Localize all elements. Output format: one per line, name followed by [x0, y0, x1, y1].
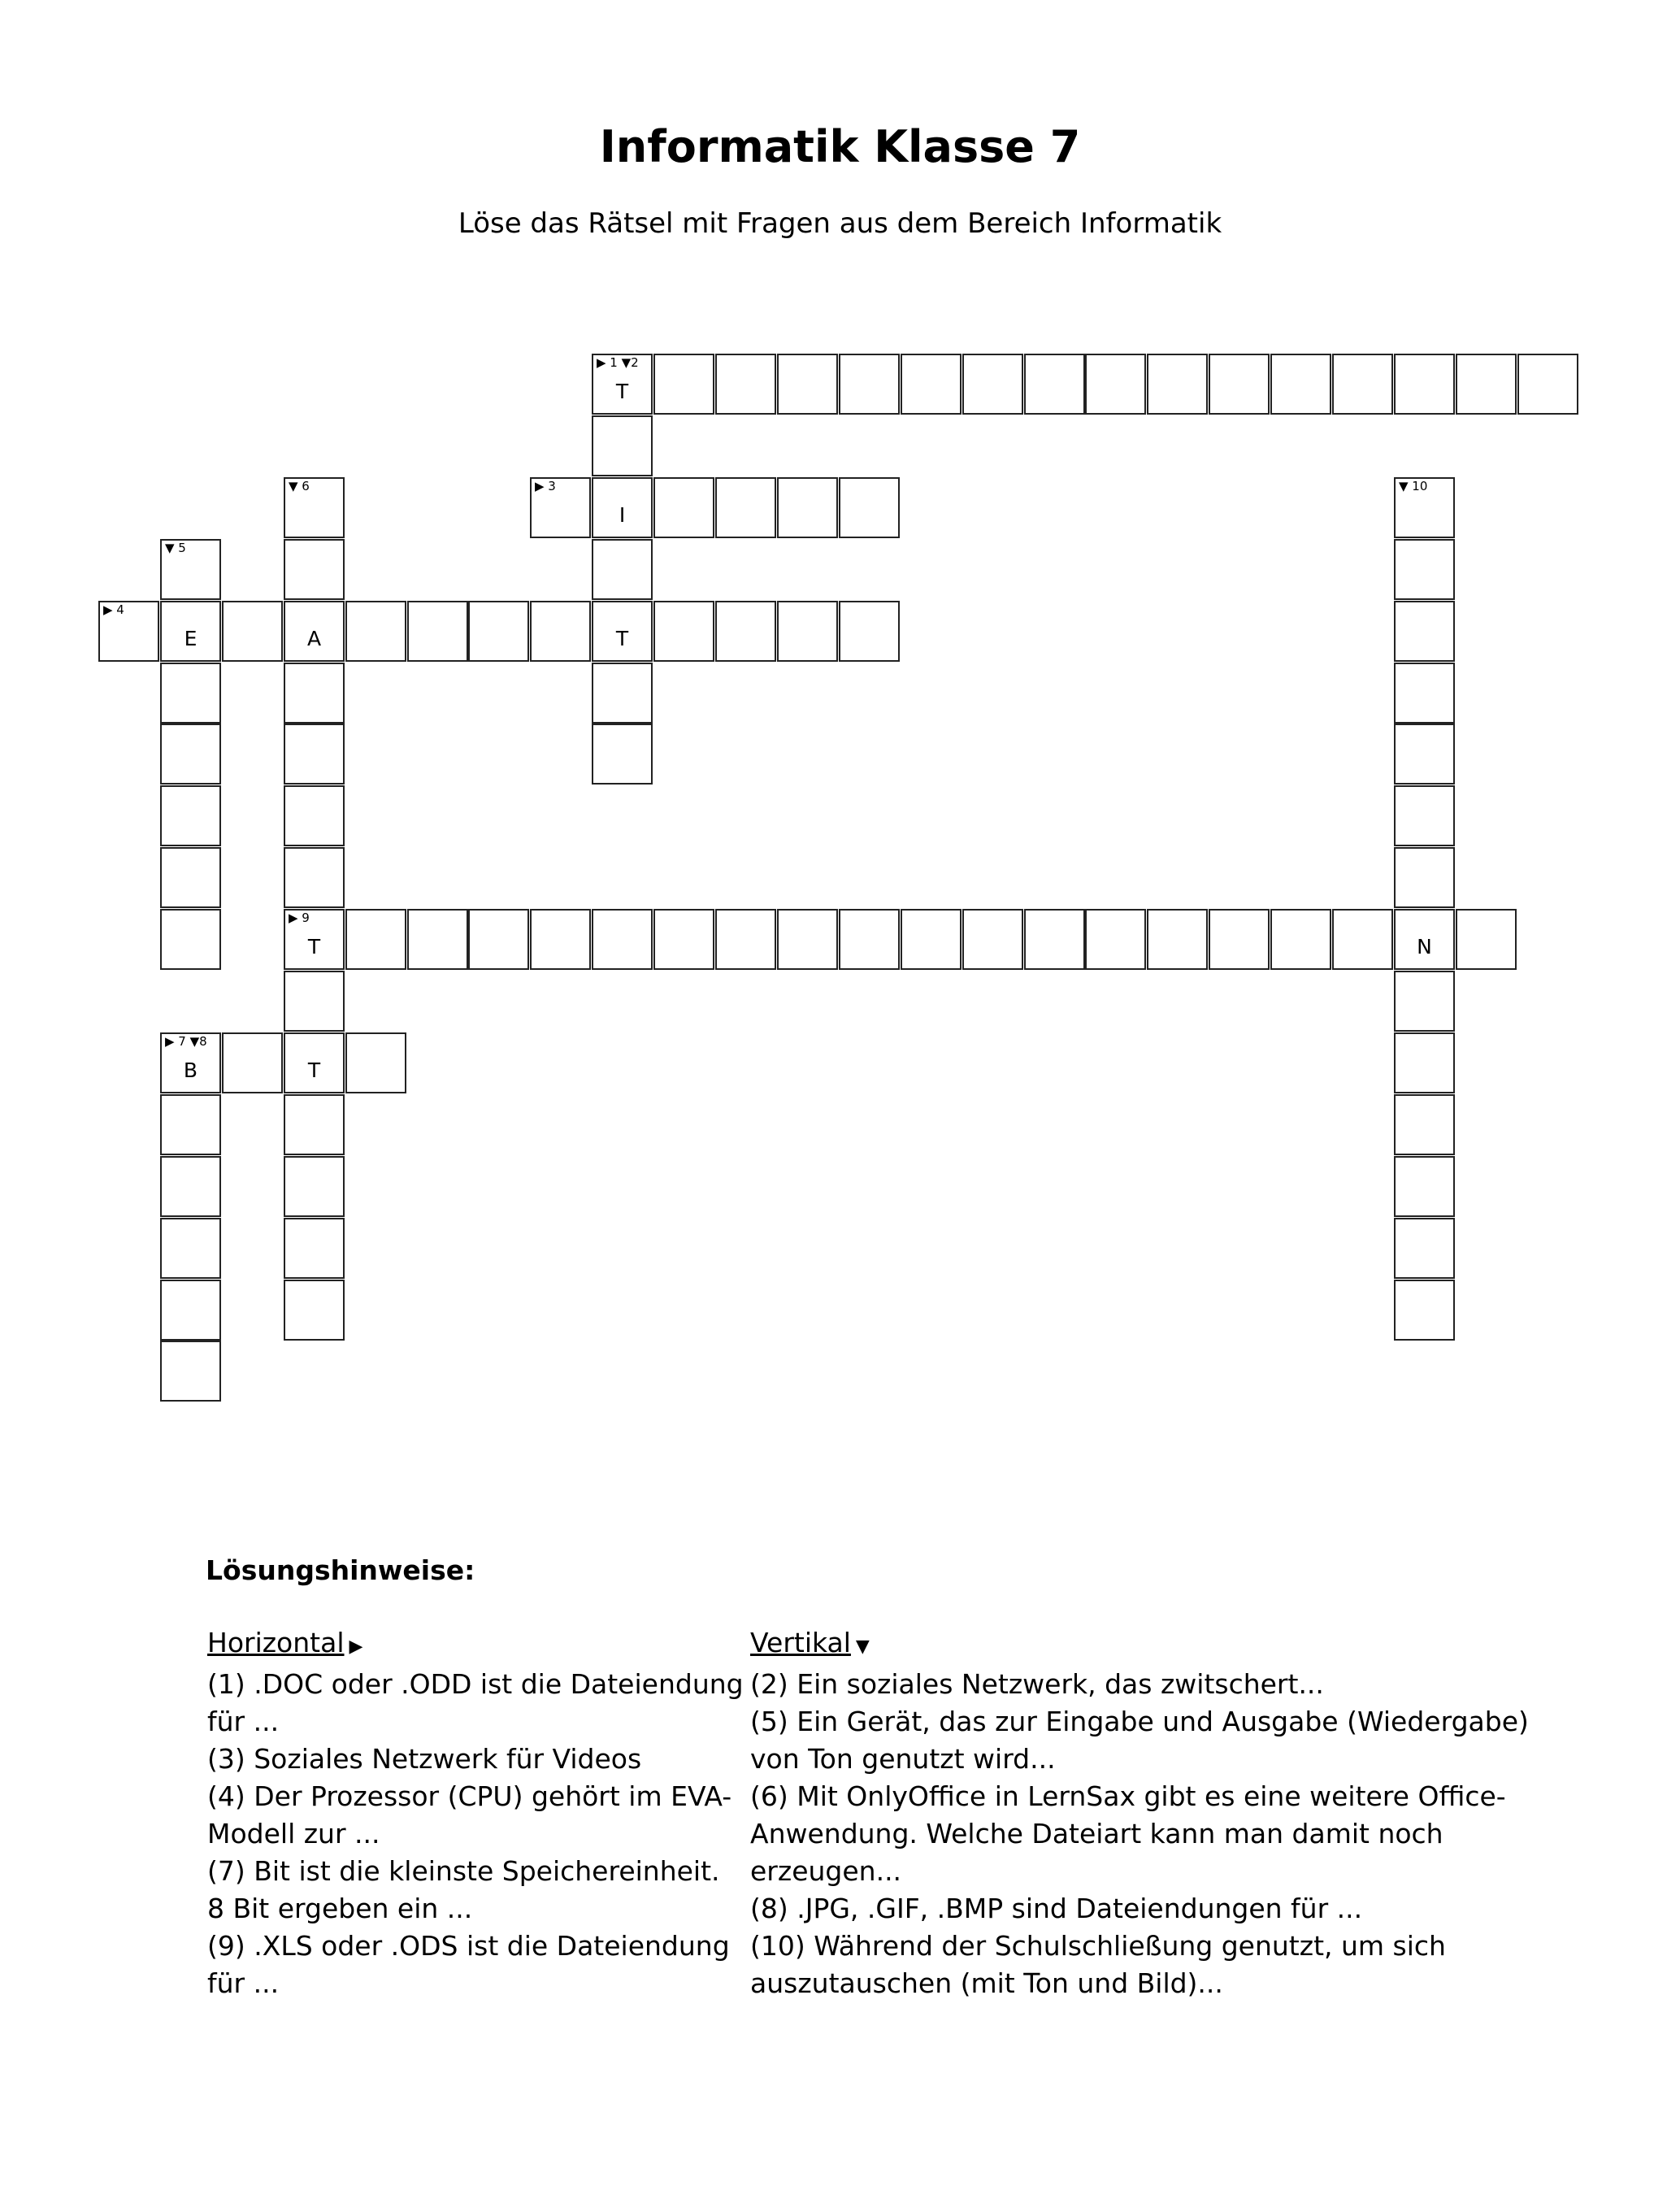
grid-cell[interactable] [284, 1094, 345, 1155]
grid-cell[interactable] [777, 354, 838, 415]
grid-cell[interactable] [839, 909, 900, 970]
grid-cell[interactable] [1456, 354, 1517, 415]
grid-cell[interactable] [284, 785, 345, 846]
grid-cell[interactable] [592, 354, 653, 415]
clue-horizontal-3: (3) Soziales Netzwerk für Videos [207, 1743, 642, 1775]
grid-cell[interactable] [592, 724, 653, 785]
grid-cell[interactable] [1270, 909, 1331, 970]
grid-cell[interactable] [284, 601, 345, 662]
grid-cell[interactable] [1024, 354, 1085, 415]
grid-cell[interactable] [1394, 909, 1455, 970]
grid-cell[interactable] [160, 909, 221, 970]
grid-cell[interactable] [1394, 1094, 1455, 1155]
grid-cell[interactable] [715, 601, 776, 662]
clue-vertical-6: (6) Mit OnlyOffice in LernSax gibt es eine weitere Office-Anwendung. Welche Dateiart kann man damit noch erzeugen... [750, 1780, 1506, 1887]
prefilled-letter: T [615, 380, 629, 403]
grid-cell[interactable] [1209, 909, 1270, 970]
grid-cell[interactable] [160, 724, 221, 785]
horizontal-title-text: Horizontal [207, 1627, 345, 1658]
grid-cell[interactable] [160, 539, 221, 600]
grid-cell[interactable] [530, 477, 591, 538]
grid-cell[interactable] [962, 909, 1023, 970]
grid-cell[interactable] [1394, 724, 1455, 785]
clue-number: ▶ 7 ▼8 [165, 1034, 207, 1049]
grid-cell[interactable] [284, 539, 345, 600]
grid-cell[interactable] [592, 663, 653, 724]
grid-cell[interactable] [1394, 1032, 1455, 1093]
grid-cell[interactable] [160, 1094, 221, 1155]
grid-cell[interactable] [592, 415, 653, 476]
grid-cell[interactable] [284, 847, 345, 908]
grid-cell[interactable] [839, 354, 900, 415]
grid-cell[interactable] [777, 909, 838, 970]
grid-cell[interactable] [284, 663, 345, 724]
grid-cell[interactable] [1394, 971, 1455, 1032]
grid-cell[interactable] [901, 909, 962, 970]
grid-cell[interactable] [468, 909, 529, 970]
clue-vertical-5: (5) Ein Gerät, das zur Eingabe und Ausgabe (Wiedergabe) von Ton genutzt wird... [750, 1706, 1529, 1775]
grid-cell[interactable] [653, 601, 714, 662]
prefilled-letter: T [307, 935, 321, 958]
clue-horizontal-1: (1) .DOC oder .ODD ist die Dateiendung für ... [207, 1668, 744, 1737]
grid-cell[interactable] [1332, 354, 1393, 415]
grid-cell[interactable] [1085, 354, 1146, 415]
clue-vertical-10: (10) Während der Schulschließung genutzt, um sich auszutauschen (mit Ton und Bild)... [750, 1930, 1446, 1999]
grid-cell[interactable] [160, 1156, 221, 1217]
grid-cell[interactable] [407, 601, 468, 662]
right-arrow-icon: ▶ [349, 1636, 363, 1657]
vertical-title-text: Vertikal [750, 1627, 851, 1658]
vertical-clues-title [750, 1624, 1579, 1666]
hints-heading: Lösungshinweise: [206, 1554, 475, 1586]
grid-cell[interactable] [468, 601, 529, 662]
grid-cell[interactable] [160, 1341, 221, 1402]
grid-cell[interactable] [345, 601, 406, 662]
grid-cell[interactable] [592, 601, 653, 662]
grid-cell[interactable] [222, 601, 283, 662]
prefilled-letter: T [307, 1058, 321, 1082]
grid-cell[interactable] [160, 847, 221, 908]
grid-cell[interactable] [1024, 909, 1085, 970]
grid-cell[interactable] [1394, 785, 1455, 846]
prefilled-letter: T [615, 627, 629, 650]
clue-vertical-8: (8) .JPG, .GIF, .BMP sind Dateiendungen für ... [750, 1893, 1363, 1924]
grid-cell[interactable] [284, 971, 345, 1032]
grid-cell[interactable] [1394, 663, 1455, 724]
grid-cell[interactable] [1394, 1218, 1455, 1279]
grid-cell[interactable] [284, 1032, 345, 1093]
grid-cell[interactable] [1394, 1156, 1455, 1217]
grid-cell[interactable] [98, 601, 159, 662]
grid-cell[interactable] [653, 477, 714, 538]
grid-cell[interactable] [160, 1032, 221, 1093]
grid-cell[interactable] [1394, 847, 1455, 908]
grid-cell[interactable] [284, 1156, 345, 1217]
grid-cell[interactable] [1147, 909, 1208, 970]
prefilled-letter: E [184, 627, 198, 650]
grid-cell[interactable] [901, 354, 962, 415]
grid-cell[interactable] [1394, 1280, 1455, 1341]
prefilled-letter: I [619, 503, 626, 527]
grid-cell[interactable] [1332, 909, 1393, 970]
page-title: Informatik Klasse 7 [599, 121, 1081, 172]
grid-cell[interactable] [592, 477, 653, 538]
grid-cell[interactable] [284, 724, 345, 785]
grid-cell[interactable] [160, 785, 221, 846]
prefilled-letter: N [1417, 935, 1432, 958]
grid-cell[interactable] [1394, 354, 1455, 415]
grid-cell[interactable] [1394, 477, 1455, 538]
clue-number: ▶ 3 [535, 479, 556, 493]
grid-cell[interactable] [1085, 909, 1146, 970]
grid-cell[interactable] [160, 1218, 221, 1279]
clue-horizontal-9: (9) .XLS oder .ODS ist die Dateiendung für ... [207, 1930, 730, 1999]
grid-cell[interactable] [653, 354, 714, 415]
grid-cell[interactable] [777, 477, 838, 538]
grid-cell[interactable] [592, 539, 653, 600]
grid-cell[interactable] [839, 601, 900, 662]
horizontal-clues [207, 1624, 744, 2002]
grid-cell[interactable] [284, 1218, 345, 1279]
grid-cell[interactable] [1209, 354, 1270, 415]
clue-number: ▼ 5 [165, 541, 186, 555]
grid-cell[interactable] [160, 1280, 221, 1341]
grid-cell[interactable] [530, 909, 591, 970]
clue-horizontal-7: (7) Bit ist die kleinste Speichereinheit. 8 Bit ergeben ein ... [207, 1855, 720, 1924]
grid-cell[interactable] [284, 1280, 345, 1341]
grid-cell[interactable] [715, 354, 776, 415]
clue-number: ▼ 10 [1399, 479, 1428, 493]
hints-section [206, 1554, 1620, 1999]
grid-cell[interactable] [222, 1032, 283, 1093]
grid-cell[interactable] [284, 477, 345, 538]
grid-cell[interactable] [1517, 354, 1578, 415]
page-subtitle: Löse das Rätsel mit Fragen aus dem Bereich Informatik [458, 207, 1222, 240]
grid-cell[interactable] [962, 354, 1023, 415]
grid-cell[interactable] [160, 663, 221, 724]
grid-cell[interactable] [160, 601, 221, 662]
prefilled-letter: A [306, 627, 322, 650]
grid-cell[interactable] [1394, 601, 1455, 662]
clue-vertical-2: (2) Ein soziales Netzwerk, das zwitschert... [750, 1668, 1324, 1700]
horizontal-clues-title [207, 1624, 744, 1666]
grid-cell[interactable] [345, 909, 406, 970]
clue-number: ▼ 6 [289, 479, 310, 493]
grid-cell[interactable] [345, 1032, 406, 1093]
grid-cell[interactable] [284, 909, 345, 970]
grid-cell[interactable] [407, 909, 468, 970]
grid-cell[interactable] [1270, 354, 1331, 415]
grid-cell[interactable] [1147, 354, 1208, 415]
clue-number: ▶ 4 [103, 602, 124, 617]
prefilled-letter: B [183, 1058, 198, 1082]
grid-cell[interactable] [1394, 539, 1455, 600]
clue-number: ▶ 9 [289, 911, 310, 925]
grid-cell[interactable] [715, 477, 776, 538]
down-arrow-icon: ▼ [855, 1636, 870, 1657]
vertical-clues [750, 1624, 1579, 2002]
grid-cell[interactable] [1456, 909, 1517, 970]
grid-cell[interactable] [530, 601, 591, 662]
grid-cell[interactable] [592, 909, 653, 970]
grid-cell[interactable] [839, 477, 900, 538]
grid-cell[interactable] [653, 909, 714, 970]
grid-cell[interactable] [715, 909, 776, 970]
grid-cell[interactable] [777, 601, 838, 662]
clue-number: ▶ 1 ▼2 [597, 355, 639, 370]
clue-horizontal-4: (4) Der Prozessor (CPU) gehört im EVA-Modell zur ... [207, 1780, 732, 1849]
